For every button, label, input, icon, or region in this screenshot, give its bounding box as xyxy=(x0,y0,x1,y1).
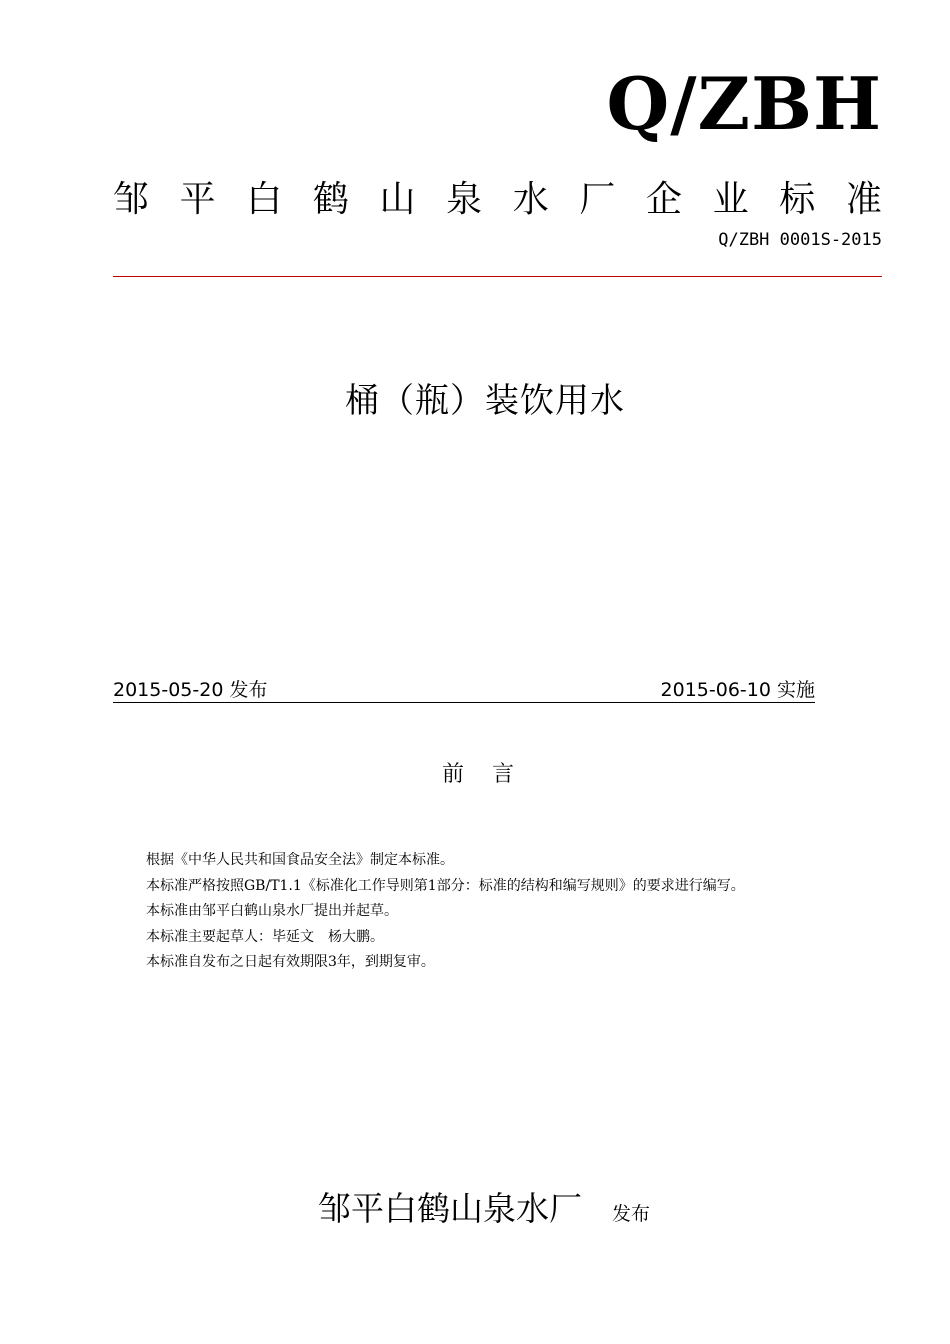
org-standard-char: 准 xyxy=(845,179,882,220)
foreword-line: 本标准主要起草人：毕延文 杨大鹏。 xyxy=(146,928,384,945)
publisher-suffix: 发布 xyxy=(612,1203,651,1225)
foreword-line: 本标准严格按照GB/T1.1《标准化工作导则第1部分：标准的结构和编写规则》的要求进行编写。 xyxy=(146,877,745,894)
org-standard-char: 泉 xyxy=(446,179,483,220)
organization-standard-title xyxy=(113,179,882,220)
org-standard-char: 邹 xyxy=(113,179,150,220)
foreword-line: 本标准自发布之日起有效期限3年，到期复审。 xyxy=(146,954,435,970)
org-standard-char: 山 xyxy=(379,179,416,220)
issue-date: 2015-05-20 发布 xyxy=(113,679,268,701)
header-divider xyxy=(113,276,882,277)
org-standard-char: 平 xyxy=(179,179,216,220)
document-title: 桶（瓶）装饮用水 xyxy=(345,381,625,421)
publisher-line xyxy=(318,1189,651,1228)
publisher-name: 邹平白鹤山泉水厂 xyxy=(318,1189,582,1228)
standard-number: Q/ZBH 0001S-2015 xyxy=(718,230,882,250)
org-standard-char: 企 xyxy=(646,179,683,220)
org-standard-char: 白 xyxy=(246,179,283,220)
org-standard-char: 业 xyxy=(712,179,749,220)
org-standard-char: 标 xyxy=(779,179,816,220)
foreword-line: 根据《中华人民共和国食品安全法》制定本标准。 xyxy=(146,852,454,868)
foreword-heading: 前言 xyxy=(441,762,542,787)
foreword-line: 本标准由邹平白鹤山泉水厂提出并起草。 xyxy=(146,903,398,919)
org-standard-char: 水 xyxy=(512,179,549,220)
standard-code-mark: Q/ZBH xyxy=(606,61,882,146)
effective-date: 2015-06-10 实施 xyxy=(660,679,815,701)
date-row xyxy=(113,678,815,703)
org-standard-char: 鹤 xyxy=(312,179,349,220)
org-standard-char: 厂 xyxy=(579,179,616,220)
foreword-body xyxy=(146,848,745,976)
